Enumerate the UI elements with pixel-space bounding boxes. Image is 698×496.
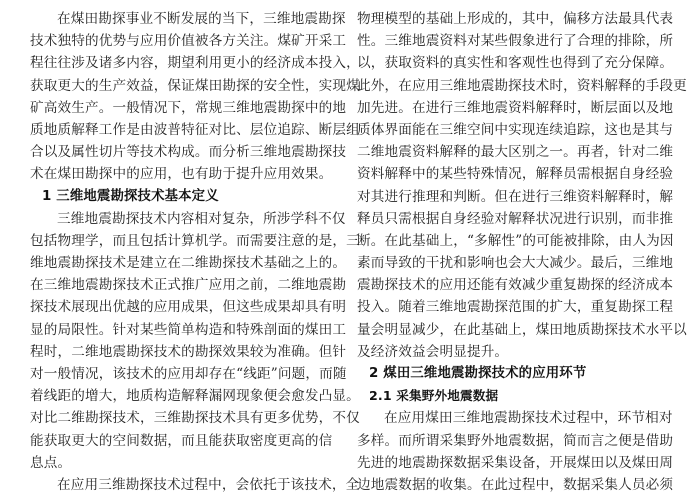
paragraph-first-line: 三维地震勘探技术内容相对复杂，所涉学科不仅 xyxy=(57,210,346,227)
right-text-column xyxy=(357,8,687,496)
text-line: 及经济效益会明显提升。 xyxy=(357,343,509,360)
text-line: 断。在此基础上，“多解性”的可能被排除，由人为因 xyxy=(357,232,674,249)
text-line: 合以及属性切片等技术构成。而分析三维地震勘探技 xyxy=(30,144,347,161)
text-line: 息点。 xyxy=(30,454,72,471)
text-line: 程时，二维地震勘探技术的勘探效果较为准确。但针 xyxy=(30,343,347,360)
text-line: 能获取更大的空间数据，而且能获取密度更高的信 xyxy=(30,432,333,449)
paragraph-first-line: 在应用煤田三维地震勘探技术过程中，环节相对 xyxy=(384,410,673,427)
text-line: 量会明显减少，在此基础上，煤田地质勘探技术水平以 xyxy=(357,321,687,338)
text-line: 质体界面能在三维空间中实现连续追踪，这也是其与 xyxy=(357,121,674,138)
text-line: 物理模型的基础上形成的，其中，偏移方法最具代表 xyxy=(357,11,674,27)
text-line: 二维地震资料解释的最大区别之一。再者，针对二维 xyxy=(357,144,674,161)
subsection-heading: 2.1 采集野外地震数据 xyxy=(369,388,499,404)
text-line: 震勘探技术的应用还能有效减少重复勘探的经济成本 xyxy=(357,277,674,294)
paragraph-first-line: 在煤田勘探事业不断发展的当下，三维地震勘探 xyxy=(57,11,346,27)
text-line: 投入。随着三维地震勘探范围的扩大，重复勘探工程 xyxy=(357,299,674,316)
text-line: 术在煤田勘探中的应用，也有助于提升应用效果。 xyxy=(30,166,333,183)
left-text-column xyxy=(30,8,360,496)
text-line: 程往往涉及诸多内容，期望利用更小的经济成本投入， xyxy=(30,55,360,72)
text-line: 资料解释中的某些特殊情况，解释员需根据自身经验 xyxy=(357,166,674,183)
text-line: 对一般情况，该技术的应用却存在“线距”问题，而随 xyxy=(30,366,347,382)
text-line: 对比二维勘探技术，三维勘探技术具有更多优势，不仅 xyxy=(30,410,360,427)
text-line: 以，获取资料的真实性和客观性也得到了充分保障。 xyxy=(357,55,674,72)
text-line: 矿高效生产。一般情况下，常规三维地震勘探中的地 xyxy=(30,99,347,116)
text-line: 素而导致的干扰和影响也会大大减少。最后，三维地 xyxy=(357,255,674,272)
text-line: 释员只需根据自身经验对解释状况进行识别，而非推 xyxy=(357,210,674,227)
text-line: 维地震勘探技术是建立在二维勘探技术基础之上的。 xyxy=(30,255,347,272)
text-line: 在三维地震勘探技术正式推广应用之前，二维地震勘 xyxy=(30,277,347,294)
text-line: 显的局限性。针对某些简单构造和特殊剖面的煤田工 xyxy=(30,321,347,338)
text-line: 边地震数据的收集。在此过程中，数据采集人员必须 xyxy=(357,476,674,493)
text-line: 获取更大的生产效益，保证煤田勘探的安全性，实现煤 xyxy=(30,77,360,94)
text-line: 性。三维地震资料对某些假象进行了合理的排除，所 xyxy=(357,33,674,50)
text-line: 包括物理学，而且包括计算机学。而需要注意的是，三 xyxy=(30,232,360,249)
text-line: 技术独特的优势与应用价值被各方关注。煤矿开采工 xyxy=(30,33,347,50)
paragraph-first-line: 在应用三维勘探技术过程中，会依托于该技术，全 xyxy=(57,476,360,493)
text-line: 多样。而所谓采集野外地震数据，简而言之便是借助 xyxy=(357,432,674,449)
text-line: 对其进行推理和判断。但在进行三维资料解释时，解 xyxy=(357,188,674,205)
text-line: 质地质解释工作是由波普特征对比、层位追踪、断层组 xyxy=(30,121,360,138)
text-line: 着线距的增大，地质构造解释漏网现象便会愈发凸显。 xyxy=(30,388,360,405)
text-line: 先进的地震勘探数据采集设备，开展煤田以及煤田周 xyxy=(357,454,674,471)
text-line: 探技术展现出优越的应用成果，但这些成果却具有明 xyxy=(30,299,347,316)
section-heading: 1 三维地震勘探技术基本定义 xyxy=(42,188,219,204)
text-line: 加先进。在进行三维地震资料解释时，断层面以及地 xyxy=(357,99,674,116)
text-line: 此外，在应用三维地震勘探技术时，资料解释的手段更 xyxy=(357,77,687,94)
section-heading: 2 煤田三维地震勘探技术的应用环节 xyxy=(369,366,587,381)
